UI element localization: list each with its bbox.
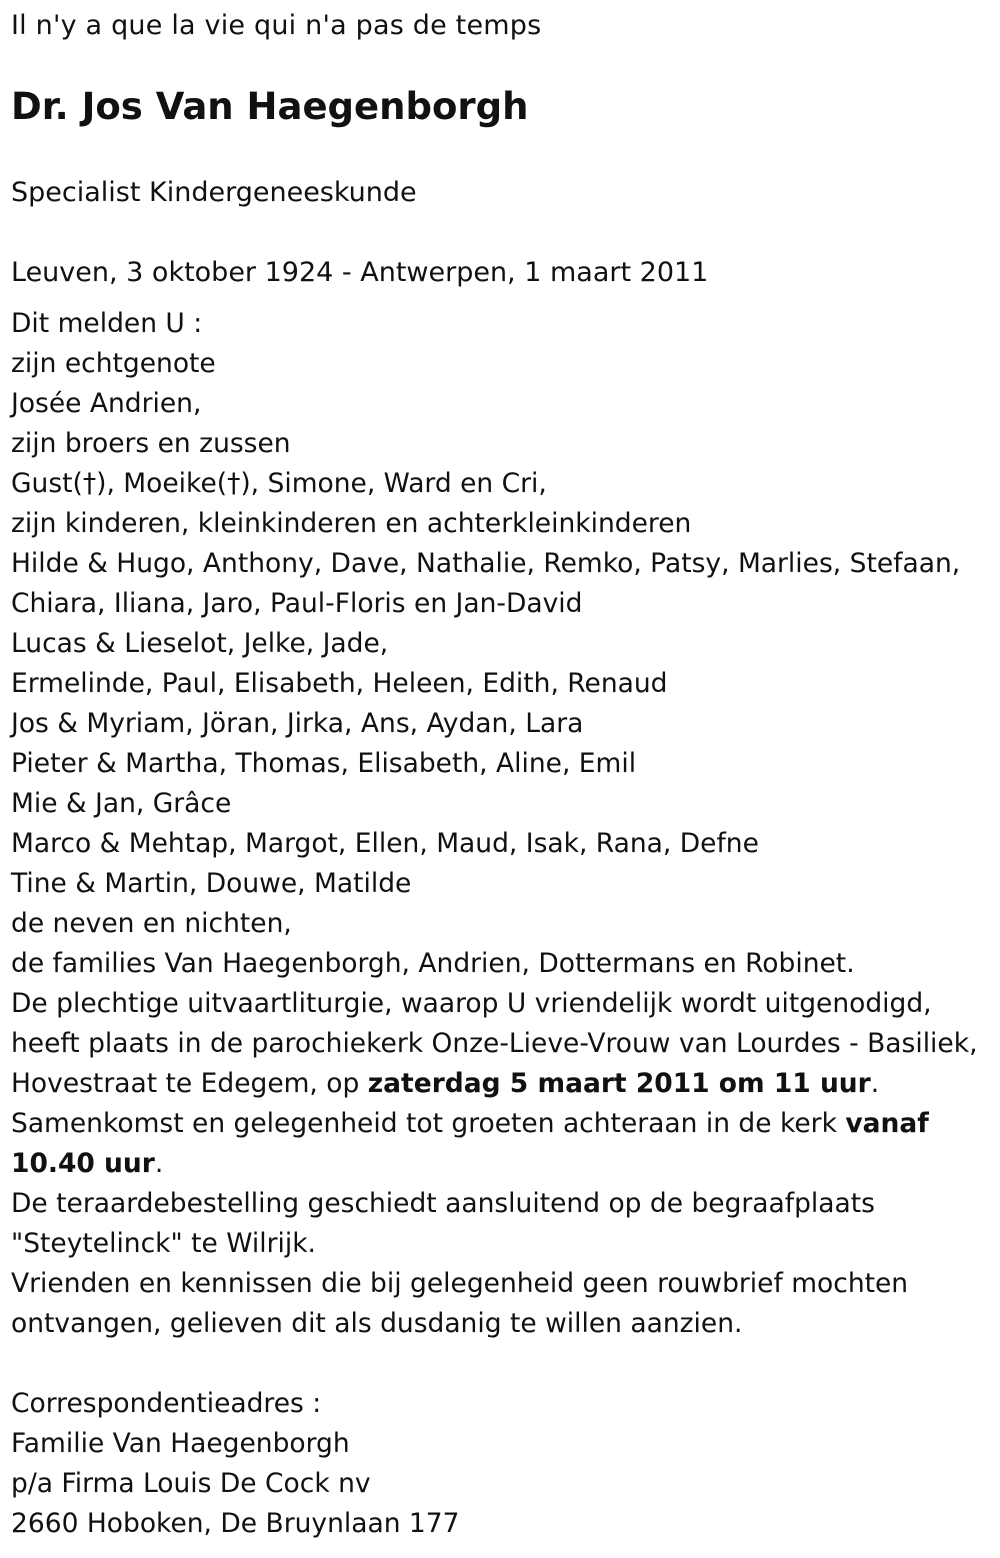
ceremony-line-3 bbox=[11, 1064, 986, 1104]
family-line: Marco & Mehtap, Margot, Ellen, Maud, Isak, Rana, Defne bbox=[11, 828, 759, 859]
motto-text: Il n'y a que la vie qui n'a pas de temps bbox=[11, 10, 542, 41]
profession-text: Specialist Kindergeneeskunde bbox=[11, 177, 417, 208]
children-label: zijn kinderen, kleinkinderen en achterkleinkinderen bbox=[11, 508, 692, 539]
family-line: Mie & Jan, Grâce bbox=[11, 788, 232, 819]
gathering-period: . bbox=[154, 1148, 164, 1179]
family-line: Chiara, Iliana, Jaro, Paul-Floris en Jan-David bbox=[11, 588, 583, 619]
ceremony-period: . bbox=[870, 1068, 880, 1099]
siblings-label: zijn broers en zussen bbox=[11, 428, 291, 459]
family-line: Jos & Myriam, Jöran, Jirka, Ans, Aydan, Lara bbox=[11, 708, 584, 739]
gathering-line-2 bbox=[11, 1144, 986, 1184]
siblings-names: Gust(†), Moeike(†), Simone, Ward en Cri, bbox=[11, 468, 547, 499]
ceremony-location: Hovestraat te Edegem, op bbox=[11, 1068, 368, 1099]
family-line: Lucas & Lieselot, Jelke, Jade, bbox=[11, 628, 389, 659]
correspondence-line-2: p/a Firma Louis De Cock nv bbox=[11, 1468, 371, 1499]
correspondence-line-3: 2660 Hoboken, De Bruynlaan 177 bbox=[11, 1508, 460, 1539]
spouse-label: zijn echtgenote bbox=[11, 348, 216, 379]
family-line: Pieter & Martha, Thomas, Elisabeth, Aline, Emil bbox=[11, 748, 637, 779]
birth-death-dates: Leuven, 3 oktober 1924 - Antwerpen, 1 maart 2011 bbox=[11, 257, 709, 288]
gathering-text: Samenkomst en gelegenheid tot groeten achteraan in de kerk bbox=[11, 1108, 846, 1139]
family-line: Hilde & Hugo, Anthony, Dave, Nathalie, Remko, Patsy, Marlies, Stefaan, bbox=[11, 548, 961, 579]
intro-line: Dit melden U : bbox=[11, 308, 203, 339]
correspondence-label: Correspondentieadres : bbox=[11, 1388, 322, 1419]
ceremony-line-2: heeft plaats in de parochiekerk Onze-Lieve-Vrouw van Lourdes - Basiliek, bbox=[11, 1028, 978, 1059]
correspondence-address bbox=[11, 1384, 460, 1544]
deceased-name: Dr. Jos Van Haegenborgh bbox=[11, 85, 529, 128]
notice-line-2: ontvangen, gelieven dit als dusdanig te willen aanzien. bbox=[11, 1308, 743, 1339]
burial-line-1: De teraardebestelling geschiedt aansluitend op de begraafplaats bbox=[11, 1188, 875, 1219]
spouse-name: Josée Andrien, bbox=[11, 388, 202, 419]
correspondence-line-1: Familie Van Haegenborgh bbox=[11, 1428, 350, 1459]
family-line: Tine & Martin, Douwe, Matilde bbox=[11, 868, 412, 899]
family-line: Ermelinde, Paul, Elisabeth, Heleen, Edith, Renaud bbox=[11, 668, 668, 699]
cousins-line: de neven en nichten, bbox=[11, 908, 292, 939]
announcement-body bbox=[11, 304, 986, 1344]
families-line: de families Van Haegenborgh, Andrien, Dottermans en Robinet. bbox=[11, 948, 855, 979]
burial-line-2: "Steytelinck" te Wilrijk. bbox=[11, 1228, 316, 1259]
ceremony-date-time: zaterdag 5 maart 2011 om 11 uur bbox=[367, 1068, 871, 1099]
notice-line-1: Vrienden en kennissen die bij gelegenheid geen rouwbrief mochten bbox=[11, 1268, 909, 1299]
ceremony-line-1: De plechtige uitvaartliturgie, waarop U vriendelijk wordt uitgenodigd, bbox=[11, 988, 932, 1019]
gathering-line-1 bbox=[11, 1104, 986, 1144]
gathering-from: vanaf bbox=[845, 1108, 929, 1139]
gathering-time: 10.40 uur bbox=[11, 1148, 155, 1179]
